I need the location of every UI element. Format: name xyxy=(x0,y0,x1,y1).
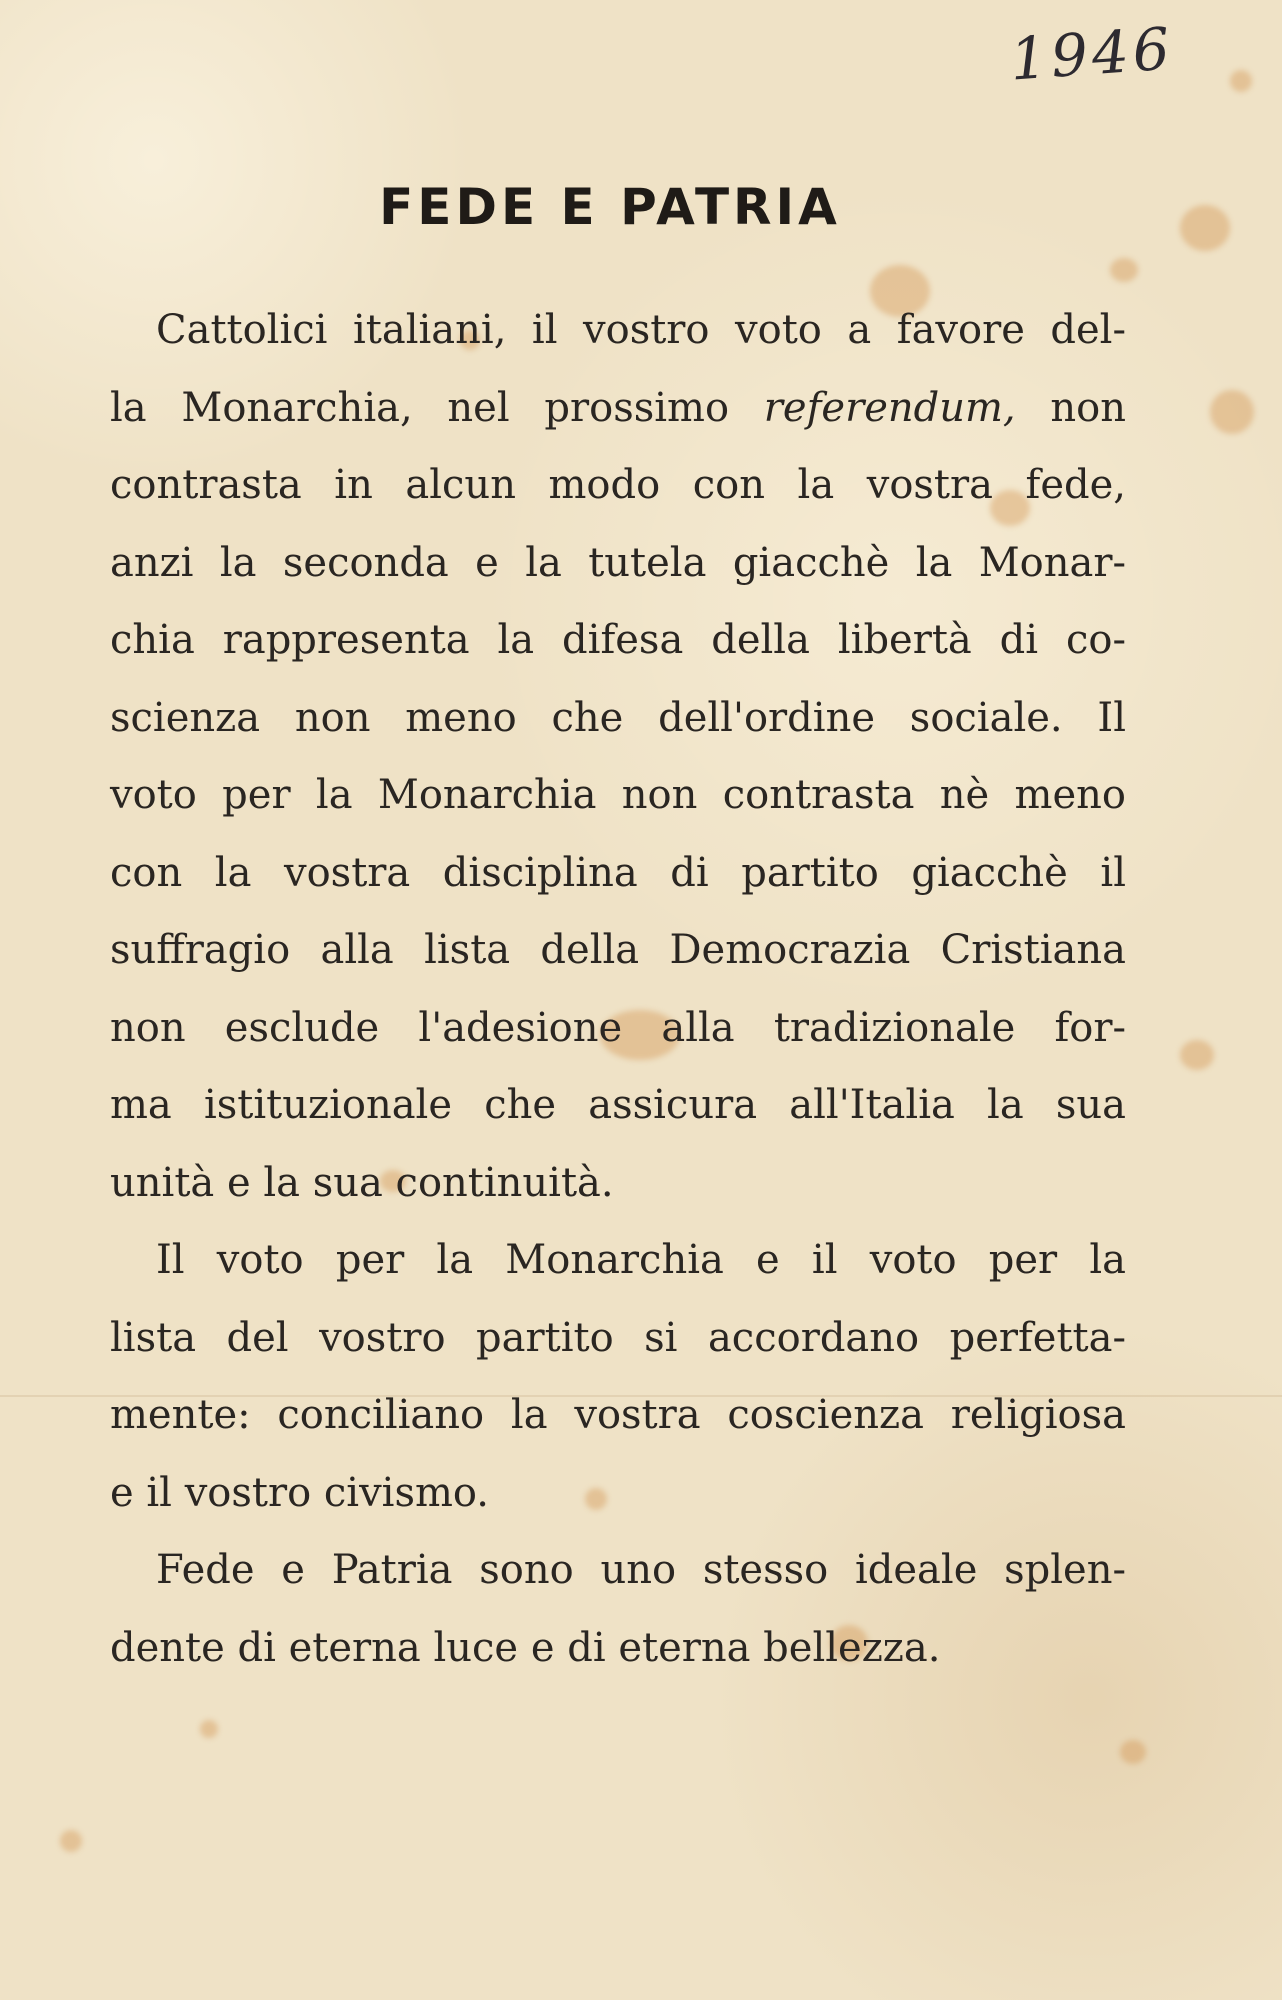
text-line: dente di eterna luce e di eterna bellezza. xyxy=(110,1624,941,1671)
document-body xyxy=(110,292,1126,1687)
stain xyxy=(200,1720,218,1738)
text-line: suffragio alla lista della Democrazia Cristiana xyxy=(110,927,1126,973)
text-line: la Monarchia, nel prossimo referendum, non xyxy=(110,384,1126,431)
text-line: con la vostra disciplina di partito giacchè il xyxy=(110,849,1126,896)
stain xyxy=(1180,1040,1214,1070)
italic-word: referendum, xyxy=(763,384,1016,431)
text-line: contrasta in alcun modo con la vostra fede, xyxy=(110,462,1126,508)
text-line: non esclude l'adesione alla tradizionale for- xyxy=(110,1004,1126,1051)
text-line: Il voto per la Monarchia e il voto per la xyxy=(156,1237,1126,1283)
stain xyxy=(1210,390,1254,434)
stain xyxy=(1120,1740,1146,1764)
text-line: scienza non meno che dell'ordine sociale. Il xyxy=(110,694,1126,741)
text-line: unità e la sua continuità. xyxy=(110,1159,614,1206)
text-line: voto per la Monarchia non contrasta nè meno xyxy=(110,772,1126,818)
document-title: FEDE E PATRIA xyxy=(379,178,841,236)
stain xyxy=(60,1830,82,1852)
text-line: ma istituzionale che assicura all'Italia la sua xyxy=(110,1082,1126,1128)
text-line: chia rappresenta la difesa della libertà di co- xyxy=(110,617,1126,663)
stain xyxy=(1110,258,1138,282)
text-line: lista del vostro partito si accordano perfetta- xyxy=(110,1314,1126,1361)
text-line: anzi la seconda e la tutela giacchè la Monar- xyxy=(110,539,1126,586)
text-line: e il vostro civismo. xyxy=(110,1469,490,1516)
text-line: Fede e Patria sono uno stesso ideale splen- xyxy=(156,1547,1126,1593)
text-line: mente: conciliano la vostra coscienza religiosa xyxy=(110,1392,1126,1438)
stain xyxy=(1230,70,1252,92)
text-line: Cattolici italiani, il vostro voto a favore del- xyxy=(156,307,1126,353)
handwritten-year: 1946 xyxy=(1007,14,1176,94)
